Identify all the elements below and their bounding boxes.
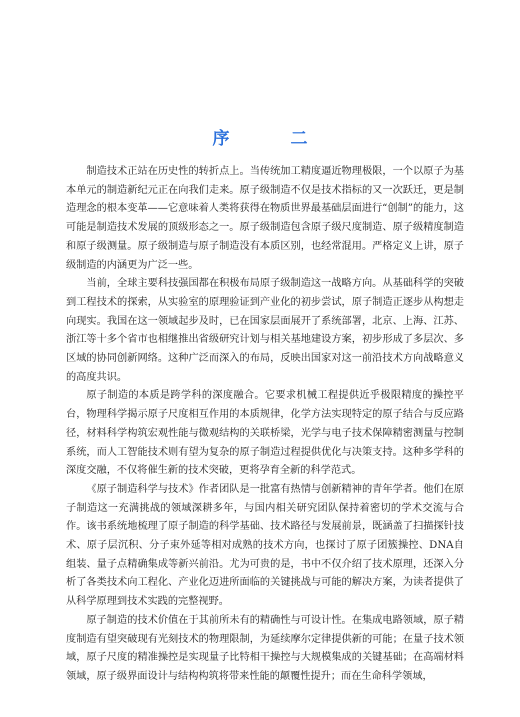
paragraph-4: 《原子制造科学与技术》作者团队是一批富有热情与创新精神的青年学者。他们在原子制造这一充满挑战的领域深耕多年，与国内相关研究团队保持着密切的学术交流与合作。该书系统地梳理了原子制造的科学基础、技术路径与发展前景，既涵盖了扫描探针技术、原子层沉积、分子束外延等相对成熟的技术方向，也探讨了原子团簇操控、DNA自组装、量子点精确集成等新兴前沿。尤为可贵的是，书中不仅介绍了技术原理，还深入分析了各类技术向工程化、产业化迈进所面临的关键挑战与可能的解决方案，为读者提供了从科学原理到技术实践的完整视野。 [66, 483, 464, 608]
paragraph-1: 制造技术正站在历史性的转折点上。当传统加工精度逼近物理极限，一个以原子为基本单元的制造新纪元正在向我们走来。原子级制造不仅是技术指标的又一次跃迁，更是制造理念的根本变革——它意味着人类将获得在物质世界最基础层面进行“创制”的能力，这可能是制造技术发展的顶级形态之一。原子级制造包含原子级尺度制造、原子级精度制造和原子级测量。原子级制造与原子制造没有本质区别，也经常混用。严格定义上讲，原子级制造的内涵更为广泛一些。 [66, 166, 464, 271]
paragraph-5: 原子制造的技术价值在于其前所未有的精确性与可设计性。在集成电路领域，原子精度制造有望突破现有光刻技术的物理限制，为延续摩尔定律提供新的可能；在量子技术领域，原子尺度的精准操控是实现量子比特相干操控与大规模集成的关键基础；在高端材料领域，原子级界面设计与结构构筑将带来性能的颠覆性提升；而在生命科学领域， [66, 614, 464, 682]
paragraph-2: 当前，全球主要科技强国都在积极布局原子级制造这一战略方向。从基础科学的突破到工程技术的探索，从实验室的原理验证到产业化的初步尝试，原子制造正逐步从构想走向现实。我国在这一领域起步及时，已在国家层面展开了系统部署，北京、上海、江苏、浙江等十多个省市也相继推出省级研究计划与相关基地建设方案，初步形成了多层次、多区域的协同创新网络。这种广泛而深入的布局，反映出国家对这一前沿技术方向战略意义的高度共识。 [66, 278, 464, 383]
paragraph-3: 原子制造的本质是跨学科的深度融合。它要求机械工程提供近乎极限精度的操控平台，物理科学揭示原子尺度相互作用的本质规律，化学方法实现特定的原子结合与反应路径，材料科学构筑宏观性能与微观结构的关联桥梁，光学与电子技术保障精密测量与控制系统，而人工智能技术则有望为复杂的原子制造过程提供优化与决策支持。这种多学科的深度交融，不仅将催生新的技术突破，更将孕育全新的科学范式。 [66, 390, 464, 477]
preface-title: 序 二 [212, 129, 330, 149]
preface-body [66, 163, 464, 687]
